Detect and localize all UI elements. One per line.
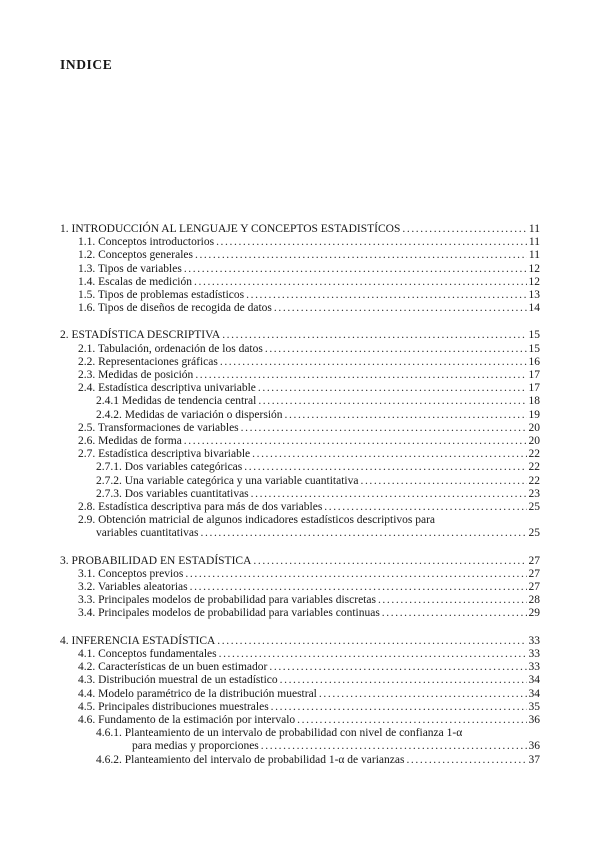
toc-page-number: 33 — [528, 647, 540, 660]
toc-row — [60, 395, 540, 408]
toc-row — [60, 223, 540, 236]
toc-entry-label: 2.3. Medidas de posición — [78, 369, 194, 382]
toc-page-number: 19 — [528, 408, 540, 421]
toc-leader-dots — [360, 475, 526, 488]
toc-row — [60, 594, 540, 607]
toc-row — [60, 382, 540, 395]
toc-row — [60, 754, 540, 767]
toc-row — [60, 263, 540, 276]
toc-entry-label: 4.5. Principales distribuciones muestrales — [78, 700, 269, 713]
toc-leader-dots — [220, 356, 527, 369]
toc-row — [60, 688, 540, 701]
toc-entry-label: 1. INTRODUCCIÓN AL LENGUAJE Y CONCEPTOS ESTADISTÍCOS — [60, 223, 401, 235]
toc-page-number: 27 — [528, 567, 540, 580]
toc-row — [60, 568, 540, 581]
toc-leader-dots — [219, 648, 527, 661]
toc-entry-label: 2.8. Estadística descriptiva para más de dos variables — [78, 501, 323, 514]
toc-row — [60, 475, 540, 488]
toc-entry-label: 1.6. Tipos de diseños de recogida de datos — [78, 302, 272, 315]
toc-entry-label: 3. PROBABILIDAD EN ESTADÍSTICA — [60, 554, 252, 567]
toc-row — [60, 740, 540, 753]
toc-page-number: 18 — [528, 395, 540, 408]
toc-row — [60, 527, 540, 540]
toc-page-number: 34 — [528, 674, 540, 687]
toc-row — [60, 714, 540, 727]
toc-page-number: 37 — [528, 753, 540, 766]
toc-page-number: 36 — [528, 740, 540, 753]
toc-page-number: 11 — [528, 236, 540, 249]
toc-entry-label: 2.7.2. Una variable categórica y una variable cuantitativa — [96, 474, 359, 487]
toc-leader-dots — [269, 661, 526, 674]
toc-page-number: 17 — [528, 369, 540, 382]
toc-row — [60, 488, 540, 501]
toc-row — [60, 727, 540, 740]
toc — [60, 223, 540, 767]
toc-row — [60, 329, 540, 342]
toc-entry-label: 1.4. Escalas de medición — [78, 275, 193, 288]
toc-entry-label: 3.3. Principales modelos de probabilidad para variables discretas — [78, 594, 376, 607]
toc-row — [60, 289, 540, 302]
toc-leader-dots — [253, 555, 526, 568]
toc-row — [60, 369, 540, 382]
toc-page-number: 12 — [528, 262, 540, 275]
toc-entry-label: 4.6. Fundamento de la estimación por intervalo — [78, 713, 296, 726]
toc-leader-dots — [285, 409, 527, 422]
toc-row — [60, 555, 540, 568]
toc-leader-dots — [252, 448, 526, 461]
toc-leader-dots — [251, 488, 527, 501]
toc-page-number: 20 — [528, 435, 540, 448]
toc-row — [60, 661, 540, 674]
toc-entry-label: 1.1. Conceptos introductorios — [78, 236, 215, 249]
toc-page-number: 14 — [528, 302, 540, 315]
toc-entry-label: 3.4. Principales modelos de probabilidad para variables continuas — [78, 607, 380, 620]
toc-row — [60, 448, 540, 461]
toc-row — [60, 343, 540, 356]
toc-page-number: 27 — [528, 581, 540, 594]
toc-entry-label: 4. INFERENCIA ESTADÍSTICA — [60, 634, 216, 647]
toc-leader-dots — [184, 435, 527, 448]
toc-page-number: 15 — [528, 342, 540, 355]
toc-entry-label: 3.2. Variables aleatorias — [78, 581, 188, 594]
toc-page-number: 28 — [528, 594, 540, 607]
toc-leader-dots — [241, 422, 527, 435]
toc-row — [60, 236, 540, 249]
toc-page-number: 17 — [528, 382, 540, 395]
toc-leader-dots — [217, 635, 526, 648]
toc-leader-dots — [324, 501, 526, 514]
toc-entry-label: 2.1. Tabulación, ordenación de los datos — [78, 342, 263, 355]
toc-leader-dots — [406, 754, 526, 767]
toc-page-number: 16 — [528, 355, 540, 368]
toc-page-number: 12 — [528, 275, 540, 288]
toc-row — [60, 648, 540, 661]
toc-entry-label: 1.5. Tipos de problemas estadísticos — [78, 289, 245, 302]
toc-page-number: 36 — [528, 713, 540, 726]
toc-entry-label: 4.2. Características de un buen estimador — [78, 661, 268, 674]
toc-page-number: 22 — [528, 461, 540, 474]
toc-row — [60, 409, 540, 422]
toc-page-number: 33 — [528, 634, 540, 647]
toc-row — [60, 356, 540, 369]
toc-leader-dots — [402, 223, 527, 236]
toc-entry-label: 2.2. Representaciones gráficas — [78, 355, 218, 368]
toc-page-number: 34 — [528, 687, 540, 700]
toc-page-number: 13 — [528, 289, 540, 302]
toc-leader-dots — [274, 302, 527, 315]
toc-page-number: 22 — [528, 474, 540, 487]
toc-leader-dots — [185, 568, 526, 581]
toc-entry-label: 2.9. Obtención matricial de algunos indicadores estadísticos descriptivos para — [78, 514, 436, 527]
toc-row — [60, 581, 540, 594]
toc-leader-dots — [258, 395, 526, 408]
toc-entry-label: 1.2. Conceptos generales — [78, 249, 193, 262]
toc-entry-label: 4.6.1. Planteamiento de un intervalo de probabilidad con nivel de confianza 1-α — [96, 727, 463, 740]
toc-leader-dots — [195, 249, 527, 262]
toc-entry-label: 1.3. Tipos de variables — [78, 262, 182, 275]
toc-entry-label: 2.4. Estadística descriptiva univariable — [78, 382, 256, 395]
toc-row — [60, 276, 540, 289]
toc-entry-label: 4.4. Modelo paramétrico de la distribución muestral — [78, 687, 317, 700]
toc-leader-dots — [246, 289, 526, 302]
toc-page-number: 25 — [528, 527, 540, 540]
toc-page-number: 15 — [528, 329, 540, 342]
toc-page-number: 20 — [528, 421, 540, 434]
toc-entry-label: para medias y proporciones — [132, 740, 259, 753]
toc-page-number: 11 — [528, 223, 540, 235]
toc-leader-dots — [265, 343, 527, 356]
toc-leader-dots — [382, 607, 527, 620]
toc-leader-dots — [222, 329, 526, 342]
toc-leader-dots — [378, 594, 527, 607]
toc-entry-label: 2.7. Estadística descriptiva bivariable — [78, 448, 251, 461]
toc-entry-label: 4.1. Conceptos fundamentales — [78, 647, 217, 660]
toc-leader-dots — [319, 688, 527, 701]
toc-entry-label: 2.5. Transformaciones de variables — [78, 421, 239, 434]
toc-row — [60, 701, 540, 714]
toc-leader-dots — [271, 701, 527, 714]
toc-row — [60, 514, 540, 527]
toc-entry-label: 3.1. Conceptos previos — [78, 567, 184, 580]
toc-row — [60, 249, 540, 262]
toc-entry-label: 2.7.1. Dos variables categóricas — [96, 461, 243, 474]
toc-leader-dots — [190, 581, 527, 594]
toc-row — [60, 635, 540, 648]
toc-leader-dots — [297, 714, 526, 727]
toc-page-number: 29 — [528, 607, 540, 620]
toc-entry-label: 4.6.2. Planteamiento del intervalo de probabilidad 1-α de varianzas — [96, 753, 405, 766]
toc-leader-dots — [184, 263, 527, 276]
toc-entry-label: 2.7.3. Dos variables cuantitativas — [96, 487, 249, 500]
toc-leader-dots — [195, 369, 526, 382]
toc-entry-label: 4.3. Distribución muestral de un estadístico — [78, 674, 278, 687]
toc-page-number: 23 — [528, 487, 540, 500]
toc-leader-dots — [194, 276, 526, 289]
toc-entry-label: 2.4.2. Medidas de variación o dispersión — [96, 408, 283, 421]
toc-leader-dots — [244, 461, 526, 474]
toc-leader-dots — [261, 740, 527, 753]
toc-leader-dots — [258, 382, 527, 395]
toc-page-number: 11 — [528, 249, 540, 262]
toc-leader-dots — [201, 527, 527, 540]
toc-row — [60, 607, 540, 620]
toc-leader-dots — [280, 674, 527, 687]
toc-entry-label: variables cuantitativas — [96, 527, 199, 540]
toc-row — [60, 435, 540, 448]
toc-page-number: 35 — [528, 700, 540, 713]
toc-page-number: 25 — [528, 501, 540, 514]
toc-page-number: 22 — [528, 448, 540, 461]
toc-row — [60, 461, 540, 474]
toc-row — [60, 674, 540, 687]
toc-row — [60, 302, 540, 315]
toc-entry-label: 2.4.1 Medidas de tendencia central — [96, 395, 257, 408]
toc-leader-dots — [216, 236, 527, 249]
page-title: INDICE — [60, 57, 113, 72]
toc-page-number: 33 — [528, 661, 540, 674]
toc-row — [60, 501, 540, 514]
toc-entry-label: 2.6. Medidas de forma — [78, 435, 182, 448]
toc-page-number: 27 — [528, 554, 540, 567]
toc-entry-label: 2. ESTADÍSTICA DESCRIPTIVA — [60, 329, 221, 342]
toc-row — [60, 422, 540, 435]
